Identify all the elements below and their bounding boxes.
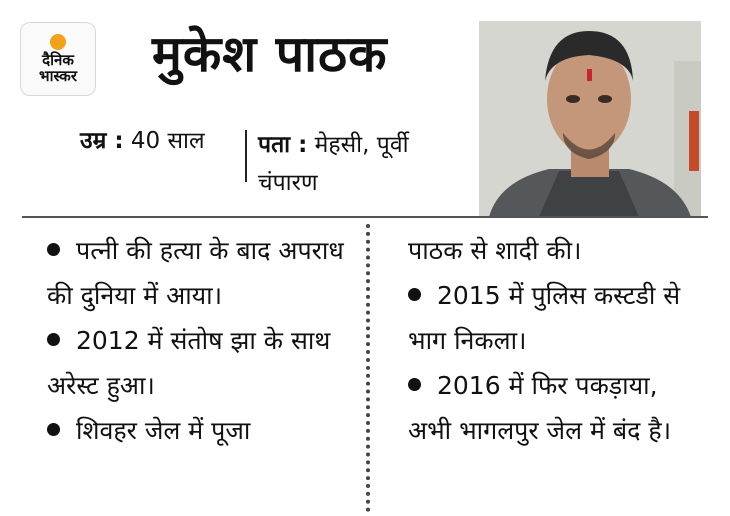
address-info [258,126,468,202]
age-info [80,126,205,156]
bullet-icon [408,378,421,391]
bullet-icon [47,333,60,346]
bullet-icon [47,423,60,436]
address-value: मेहसी, पूर्वी चंपारण [258,132,409,196]
list-item: 2015 में पुलिस कस्टडी से भाग निकला। [408,281,681,355]
bullet-icon [47,243,60,256]
brand-line-1: दैनिक [42,51,74,69]
age-label: उम्र : [80,128,124,154]
list-item: 2016 में फिर पकड़ाया, अभी भागलपुर जेल में बंद है। [408,371,672,445]
brand-line-2: भास्कर [39,67,77,85]
bullet-icon [408,288,421,301]
address-label: पता : [258,132,308,158]
column-divider [366,224,370,512]
person-photo-icon [479,21,701,217]
details-left-column [47,228,347,453]
sun-icon [50,34,66,50]
list-item: शिवहर जेल में पूजा [47,408,347,453]
list-item: पाठक से शादी की। [408,236,582,265]
meta-separator [245,130,247,182]
profile-photo [479,21,701,217]
details-right-column [408,228,708,453]
list-item: 2012 में संतोष झा के साथ अरेस्ट हुआ। [47,326,331,400]
brand-logo [20,22,96,96]
list-item: पत्नी की हत्या के बाद अपराध की दुनिया में आया। [47,236,344,310]
header-divider [22,216,708,218]
profile-name: मुकेश पाठक [152,25,388,83]
age-value: 40 साल [130,128,205,154]
